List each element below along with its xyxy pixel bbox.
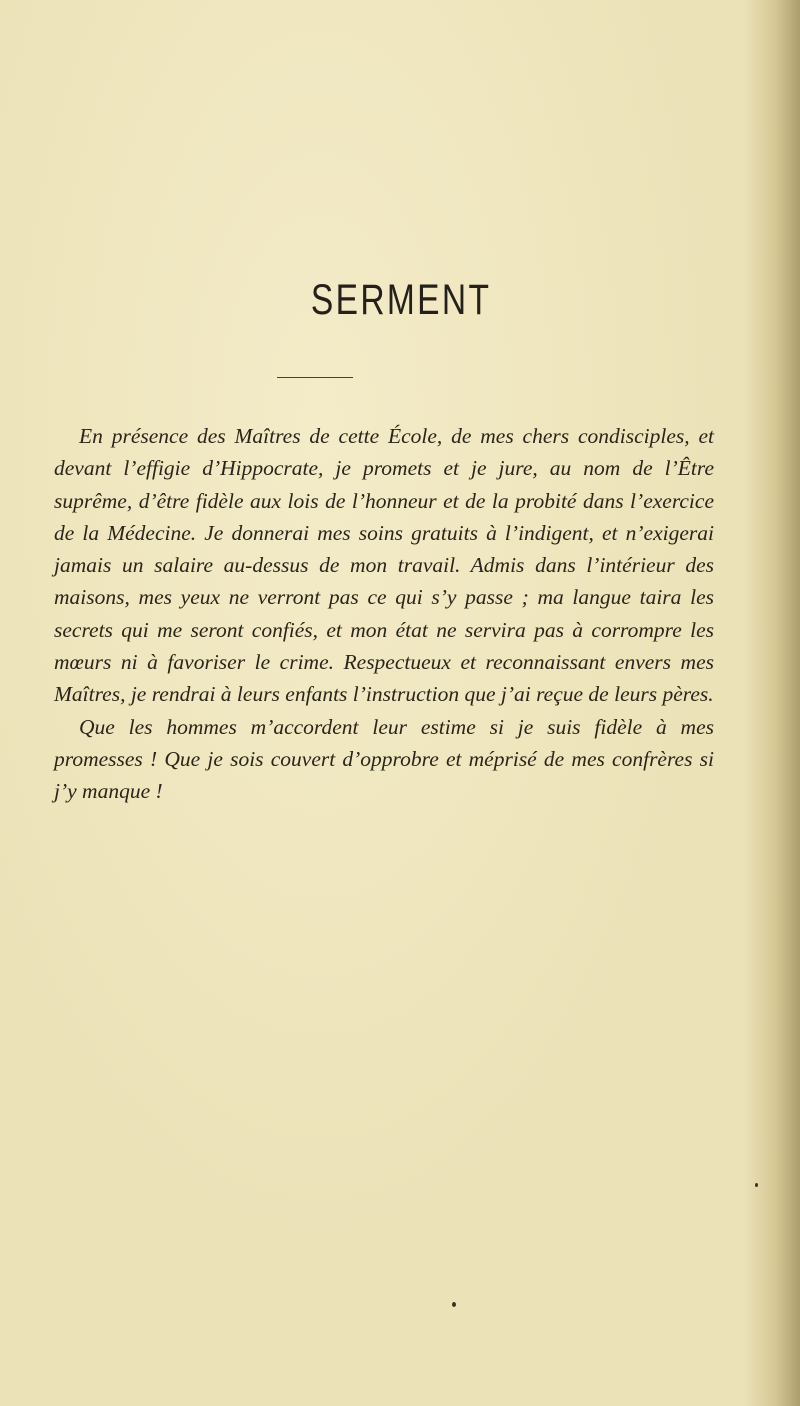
paper-speck — [452, 1302, 456, 1307]
title-divider — [277, 377, 353, 378]
oath-title: SERMENT — [310, 276, 492, 324]
oath-text — [54, 420, 714, 808]
paper-speck — [755, 1183, 758, 1187]
oath-paragraph-1: En présence des Maîtres de cette École, de mes chers condisciples, et devant l’effigie d’Hippocrate, je promets et je jure, au nom de l’Être suprême, d’être fidèle aux lois de l’honneur et de la probité dans l’exercice de la Médecine. Je donnerai mes soins gratuits à l’indigent, et n’exigerai jamais un salaire au-dessus de mon travail. Admis dans l’intérieur des maisons, mes yeux ne verront pas ce qui s’y passe ; ma langue taira les secrets qui me seront confiés, et mon état ne servira pas à corrompre les mœurs ni à favoriser le crime. Respectueux et reconnaissant envers mes Maîtres, je rendrai à leurs enfants l’instruction que j’ai reçue de leurs pères. — [54, 424, 714, 707]
oath-paragraph-2: Que les hommes m’accordent leur estime si je suis fidèle à mes promesses ! Que je sois couvert d’opprobre et méprisé de mes confrères si j’y manque ! — [54, 714, 714, 804]
